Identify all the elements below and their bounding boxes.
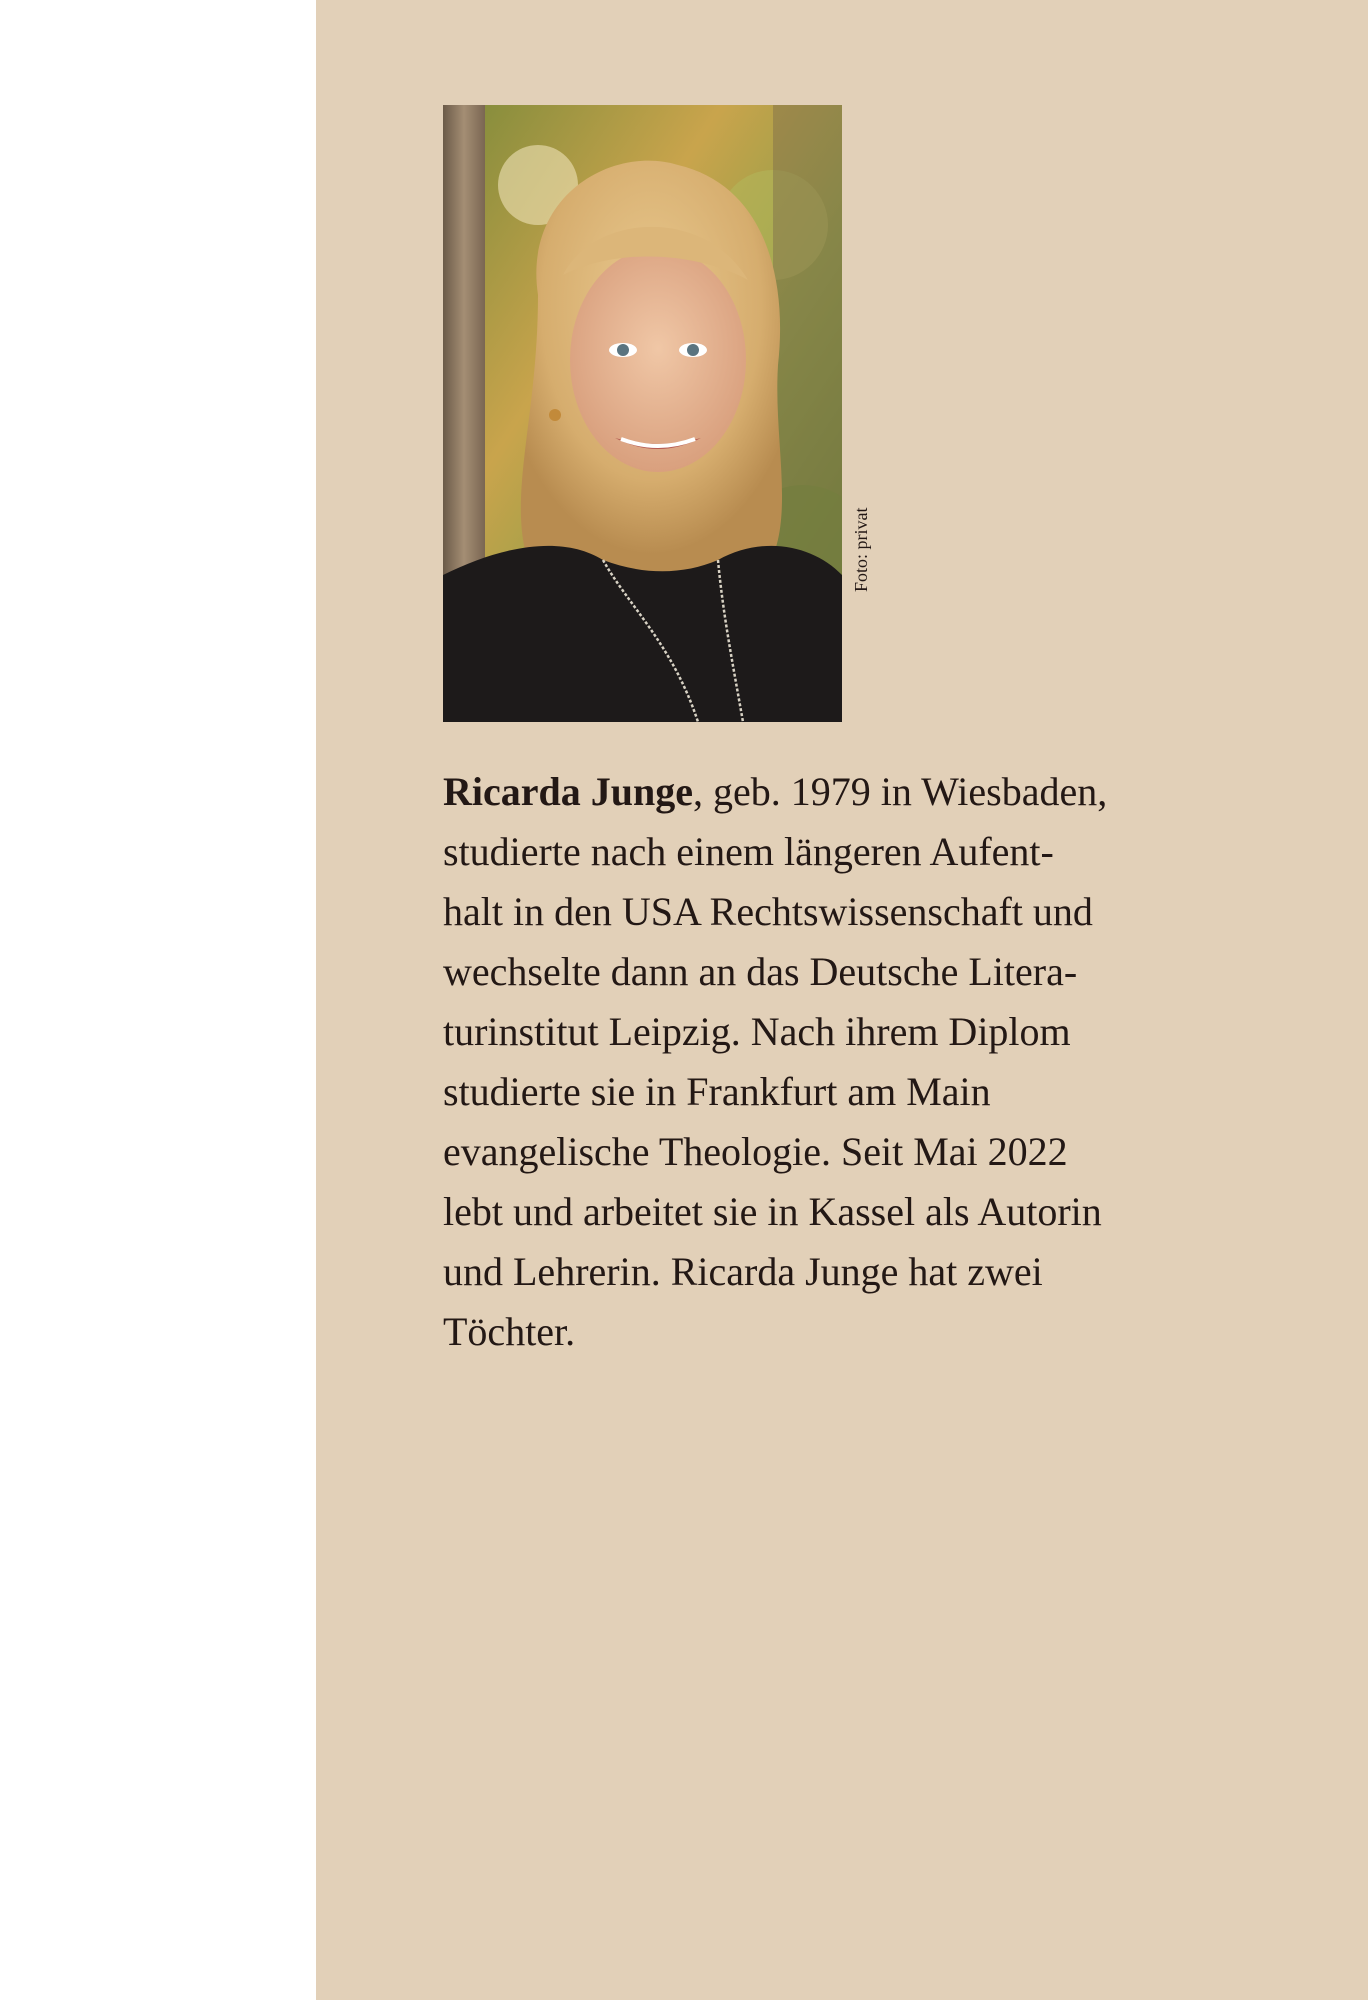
author-name: Ricarda Junge: [443, 769, 693, 814]
author-portrait-photo: [443, 105, 842, 722]
bio-line-text: , geb. 1979 in Wiesbaden,: [693, 769, 1108, 814]
bio-line: turinstitut Leipzig. Nach ihrem Diplom: [443, 1009, 1071, 1054]
bio-line: evangelische Theologie. Seit Mai 2022: [443, 1129, 1068, 1174]
bio-line: lebt und arbeitet sie in Kassel als Autorin: [443, 1189, 1102, 1234]
bio-line: [443, 762, 1253, 822]
bio-line: halt in den USA Rechtswissenschaft und: [443, 889, 1093, 934]
bio-line: und Lehrerin. Ricarda Junge hat zwei: [443, 1249, 1043, 1294]
photo-credit: Foto: privat: [851, 507, 871, 592]
author-biography: [443, 762, 1253, 1362]
author-portrait-icon: [443, 105, 842, 722]
bio-line: studierte sie in Frankfurt am Main: [443, 1069, 991, 1114]
left-margin-strip: [0, 0, 316, 2000]
bio-line: Töchter.: [443, 1309, 576, 1354]
bio-line: studierte nach einem längeren Aufent-: [443, 829, 1054, 874]
bio-line: wechselte dann an das Deutsche Litera-: [443, 949, 1078, 994]
